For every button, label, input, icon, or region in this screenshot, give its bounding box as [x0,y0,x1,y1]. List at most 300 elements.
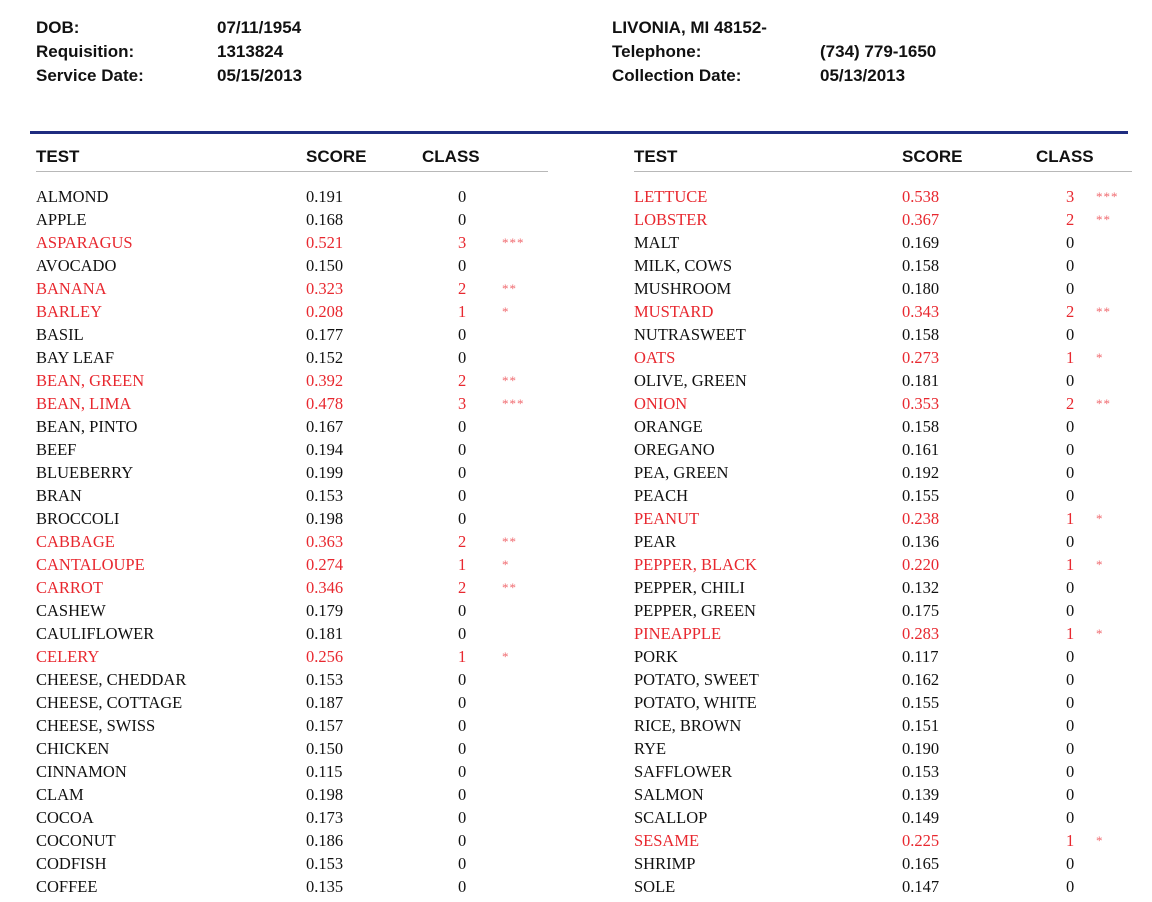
class-value: 0 [458,831,467,850]
dob-label: DOB: [36,18,80,37]
table-row [634,392,1132,415]
class-value: 0 [458,762,467,781]
score-value: 0.198 [306,785,344,804]
table-row [36,829,548,852]
score-value: 0.220 [902,555,940,574]
table-row [634,185,1132,208]
table-row [36,760,548,783]
score-value: 0.238 [902,509,940,528]
class-value: 0 [1066,463,1075,482]
test-name: BLUEBERRY [36,463,134,482]
test-name: CELERY [36,647,100,666]
dob-row [36,16,302,40]
severity-stars: * [1096,511,1104,526]
test-name: OLIVE, GREEN [634,371,747,390]
telephone-row [612,40,936,64]
header-divider [30,131,1128,134]
table-row [36,783,548,806]
class-value: 0 [1066,647,1075,666]
test-name: PORK [634,647,679,666]
table-row [634,576,1132,599]
test-column-header: TEST [634,147,678,166]
score-value: 0.225 [902,831,940,850]
score-value: 0.283 [902,624,940,643]
test-name: BROCCOLI [36,509,120,528]
test-name: APPLE [36,210,87,229]
score-value: 0.478 [306,394,344,413]
table-row [36,622,548,645]
table-row [634,277,1132,300]
test-name: LETTUCE [634,187,708,206]
score-value: 0.363 [306,532,344,551]
test-name: SHRIMP [634,854,696,873]
test-name: OATS [634,348,676,367]
score-value: 0.151 [902,716,940,735]
test-name: CARROT [36,578,103,597]
table-row [36,484,548,507]
results-table-left [36,143,548,898]
patient-info-left [36,16,302,88]
score-value: 0.161 [902,440,940,459]
telephone-label: Telephone: [612,42,702,61]
class-value: 2 [458,578,467,597]
class-value: 0 [458,716,467,735]
table-row [36,737,548,760]
score-value: 0.353 [902,394,940,413]
collection-date-label: Collection Date: [612,66,742,85]
severity-stars: ** [502,580,517,595]
score-value: 0.153 [306,854,344,873]
requisition-label: Requisition: [36,42,135,61]
class-value: 0 [458,877,467,896]
score-value: 0.139 [902,785,940,804]
telephone-value: (734) 779-1650 [820,42,937,61]
service-date-value: 05/15/2013 [217,66,303,85]
severity-stars: ** [502,534,517,549]
test-name: CHICKEN [36,739,110,758]
severity-stars: * [502,649,510,664]
table-row [36,231,548,254]
score-value: 0.208 [306,302,344,321]
test-name: BEAN, PINTO [36,417,138,436]
test-name: ALMOND [36,187,109,206]
test-name: SAFFLOWER [634,762,733,781]
table-row [36,346,548,369]
score-value: 0.274 [306,555,344,574]
table-row [634,553,1132,576]
score-value: 0.147 [902,877,940,896]
score-value: 0.132 [902,578,940,597]
score-value: 0.180 [902,279,940,298]
test-name: CINNAMON [36,762,127,781]
test-name: PEA, GREEN [634,463,729,482]
test-name: BASIL [36,325,84,344]
class-value: 0 [1066,233,1075,252]
test-name: PEPPER, GREEN [634,601,756,620]
severity-stars: *** [502,235,525,250]
score-value: 0.158 [902,325,940,344]
requisition-row [36,40,302,64]
score-value: 0.153 [306,486,344,505]
service-date-row [36,64,302,88]
score-value: 0.179 [306,601,344,620]
score-value: 0.367 [902,210,940,229]
test-name: ORANGE [634,417,703,436]
class-value: 3 [458,233,467,252]
severity-stars: ** [1096,212,1111,227]
class-value: 0 [458,601,467,620]
class-value: 2 [1066,394,1075,413]
test-name: CAULIFLOWER [36,624,155,643]
test-name: SALMON [634,785,704,804]
class-value: 0 [458,440,467,459]
severity-stars: ** [1096,304,1111,319]
severity-stars: * [502,557,510,572]
severity-stars: ** [502,281,517,296]
score-value: 0.117 [902,647,939,666]
score-value: 0.158 [902,417,940,436]
test-name: MALT [634,233,680,252]
score-value: 0.155 [902,693,940,712]
test-name: RICE, BROWN [634,716,742,735]
score-value: 0.173 [306,808,344,827]
test-name: CASHEW [36,601,106,620]
class-value: 0 [1066,693,1075,712]
score-value: 0.136 [902,532,940,551]
table-row [36,438,548,461]
score-value: 0.194 [306,440,344,459]
test-name: CHEESE, CHEDDAR [36,670,187,689]
table-row [36,553,548,576]
score-value: 0.273 [902,348,940,367]
test-name: PEANUT [634,509,700,528]
score-value: 0.168 [306,210,344,229]
class-value: 0 [458,739,467,758]
table-row [634,760,1132,783]
table-row [634,369,1132,392]
class-value: 0 [458,210,467,229]
class-value: 0 [1066,325,1075,344]
table-row [634,599,1132,622]
severity-stars: * [1096,557,1104,572]
table-row [36,599,548,622]
test-name: PEPPER, CHILI [634,578,745,597]
class-value: 0 [1066,854,1075,873]
class-value: 0 [458,256,467,275]
class-value: 0 [458,670,467,689]
score-value: 0.343 [902,302,940,321]
score-value: 0.256 [306,647,344,666]
class-value: 0 [458,325,467,344]
test-name: SCALLOP [634,808,708,827]
test-name: BAY LEAF [36,348,115,367]
class-value: 0 [1066,532,1075,551]
severity-stars: * [1096,833,1104,848]
test-name: CHEESE, COTTAGE [36,693,183,712]
table-row [36,415,548,438]
test-name: POTATO, WHITE [634,693,757,712]
collection-date-row [612,64,936,88]
table-row [36,277,548,300]
test-name: POTATO, SWEET [634,670,759,689]
header-underline [634,171,1132,172]
table-row [36,714,548,737]
score-value: 0.323 [306,279,344,298]
test-name: ASPARAGUS [36,233,133,252]
table-row [634,254,1132,277]
class-column-header: CLASS [422,147,480,166]
table-row [634,668,1132,691]
class-value: 0 [458,624,467,643]
score-value: 0.177 [306,325,344,344]
table-row [36,530,548,553]
table-row [634,415,1132,438]
class-value: 0 [1066,877,1075,896]
table-row [634,806,1132,829]
city-state-zip: LIVONIA, MI 48152- [612,18,767,37]
test-name: PEPPER, BLACK [634,555,757,574]
score-value: 0.158 [902,256,940,275]
score-value: 0.115 [306,762,343,781]
test-name: NUTRASWEET [634,325,746,344]
score-column-header: SCORE [306,147,367,166]
severity-stars: * [1096,626,1104,641]
table-row [634,737,1132,760]
collection-date-value: 05/13/2013 [820,66,906,85]
table-row [634,484,1132,507]
class-value: 0 [1066,371,1075,390]
class-value: 1 [1066,831,1075,850]
class-value: 0 [458,463,467,482]
class-value: 2 [1066,210,1075,229]
score-value: 0.157 [306,716,344,735]
test-name: COCOA [36,808,94,827]
table-row [634,645,1132,668]
test-name: MUSHROOM [634,279,732,298]
table-row [634,622,1132,645]
test-name: CLAM [36,785,84,804]
table-row [36,300,548,323]
table-row [36,254,548,277]
table-row [36,507,548,530]
score-value: 0.165 [902,854,940,873]
table-row [36,369,548,392]
class-value: 0 [458,808,467,827]
test-name: BRAN [36,486,82,505]
class-value: 0 [458,509,467,528]
test-name: CHEESE, SWISS [36,716,156,735]
class-value: 1 [1066,555,1075,574]
class-value: 0 [1066,670,1075,689]
score-value: 0.167 [306,417,344,436]
test-name: AVOCADO [36,256,117,275]
test-name: BEAN, LIMA [36,394,132,413]
class-value: 1 [458,302,467,321]
class-value: 0 [1066,578,1075,597]
score-value: 0.155 [902,486,940,505]
table-row [634,691,1132,714]
score-value: 0.153 [902,762,940,781]
table-row [36,806,548,829]
table-row [634,438,1132,461]
table-row [36,576,548,599]
class-value: 0 [1066,440,1075,459]
severity-stars: ** [502,373,517,388]
class-value: 0 [458,785,467,804]
score-value: 0.135 [306,877,344,896]
class-value: 0 [1066,785,1075,804]
patient-info-right [612,16,936,88]
test-name: SOLE [634,877,676,896]
results-body-left [36,185,548,898]
table-row [36,691,548,714]
test-name: CANTALOUPE [36,555,145,574]
table-row [634,507,1132,530]
class-value: 2 [1066,302,1075,321]
test-name: PEAR [634,532,677,551]
table-row [634,783,1132,806]
score-value: 0.152 [306,348,344,367]
score-value: 0.175 [902,601,940,620]
class-value: 0 [458,348,467,367]
test-name: COCONUT [36,831,116,850]
score-value: 0.181 [902,371,940,390]
table-row [634,829,1132,852]
table-row [634,346,1132,369]
test-name: MUSTARD [634,302,714,321]
score-value: 0.198 [306,509,344,528]
score-value: 0.169 [902,233,940,252]
class-value: 3 [1066,187,1075,206]
table-row [634,231,1132,254]
class-value: 2 [458,279,467,298]
table-row [36,461,548,484]
class-value: 0 [458,187,467,206]
test-name: BANANA [36,279,107,298]
test-name: PEACH [634,486,689,505]
test-name: CODFISH [36,854,107,873]
score-value: 0.187 [306,693,344,712]
class-value: 0 [1066,739,1075,758]
class-value: 0 [458,486,467,505]
table-row [634,323,1132,346]
table-row [634,300,1132,323]
class-value: 0 [1066,256,1075,275]
table-row [36,645,548,668]
severity-stars: ** [1096,396,1111,411]
score-value: 0.190 [902,739,940,758]
header-underline [36,171,548,172]
class-value: 0 [1066,808,1075,827]
score-value: 0.346 [306,578,344,597]
score-value: 0.149 [902,808,940,827]
table-row [36,208,548,231]
table-row [36,852,548,875]
test-column-header: TEST [36,147,80,166]
test-name: BEEF [36,440,77,459]
score-value: 0.538 [902,187,940,206]
score-value: 0.186 [306,831,344,850]
class-value: 1 [458,555,467,574]
table-row [36,875,548,898]
test-name: CABBAGE [36,532,115,551]
table-row [634,714,1132,737]
table-row [634,875,1132,898]
class-value: 2 [458,532,467,551]
test-name: LOBSTER [634,210,708,229]
severity-stars: * [1096,350,1104,365]
class-value: 2 [458,371,467,390]
results-body-right [634,185,1132,898]
score-value: 0.181 [306,624,344,643]
score-value: 0.150 [306,256,344,275]
severity-stars: *** [502,396,525,411]
severity-stars: *** [1096,189,1119,204]
test-name: RYE [634,739,667,758]
address-line [612,16,936,40]
score-value: 0.150 [306,739,344,758]
class-column-header: CLASS [1036,147,1094,166]
class-value: 0 [1066,716,1075,735]
class-value: 0 [1066,417,1075,436]
score-value: 0.392 [306,371,344,390]
class-value: 1 [1066,624,1075,643]
score-value: 0.162 [902,670,940,689]
table-row [634,208,1132,231]
severity-stars: * [502,304,510,319]
class-value: 0 [1066,762,1075,781]
class-value: 0 [458,693,467,712]
test-name: OREGANO [634,440,715,459]
class-value: 3 [458,394,467,413]
test-name: ONION [634,394,688,413]
service-date-label: Service Date: [36,66,144,85]
test-name: BEAN, GREEN [36,371,145,390]
table-row [36,392,548,415]
test-name: PINEAPPLE [634,624,722,643]
table-header [634,143,1132,171]
class-value: 0 [1066,601,1075,620]
class-value: 1 [1066,509,1075,528]
dob-value: 07/11/1954 [217,18,302,37]
score-value: 0.199 [306,463,344,482]
score-value: 0.192 [902,463,940,482]
table-row [36,185,548,208]
table-row [634,530,1132,553]
requisition-value: 1313824 [217,42,284,61]
class-value: 0 [1066,279,1075,298]
table-header [36,143,548,171]
table-row [36,668,548,691]
class-value: 1 [458,647,467,666]
table-row [36,323,548,346]
test-name: SESAME [634,831,700,850]
class-value: 1 [1066,348,1075,367]
score-value: 0.153 [306,670,344,689]
score-column-header: SCORE [902,147,963,166]
class-value: 0 [458,854,467,873]
test-name: MILK, COWS [634,256,733,275]
table-row [634,852,1132,875]
score-value: 0.191 [306,187,344,206]
test-name: COFFEE [36,877,98,896]
class-value: 0 [1066,486,1075,505]
class-value: 0 [458,417,467,436]
results-table-right [634,143,1132,898]
table-row [634,461,1132,484]
score-value: 0.521 [306,233,344,252]
test-name: BARLEY [36,302,102,321]
